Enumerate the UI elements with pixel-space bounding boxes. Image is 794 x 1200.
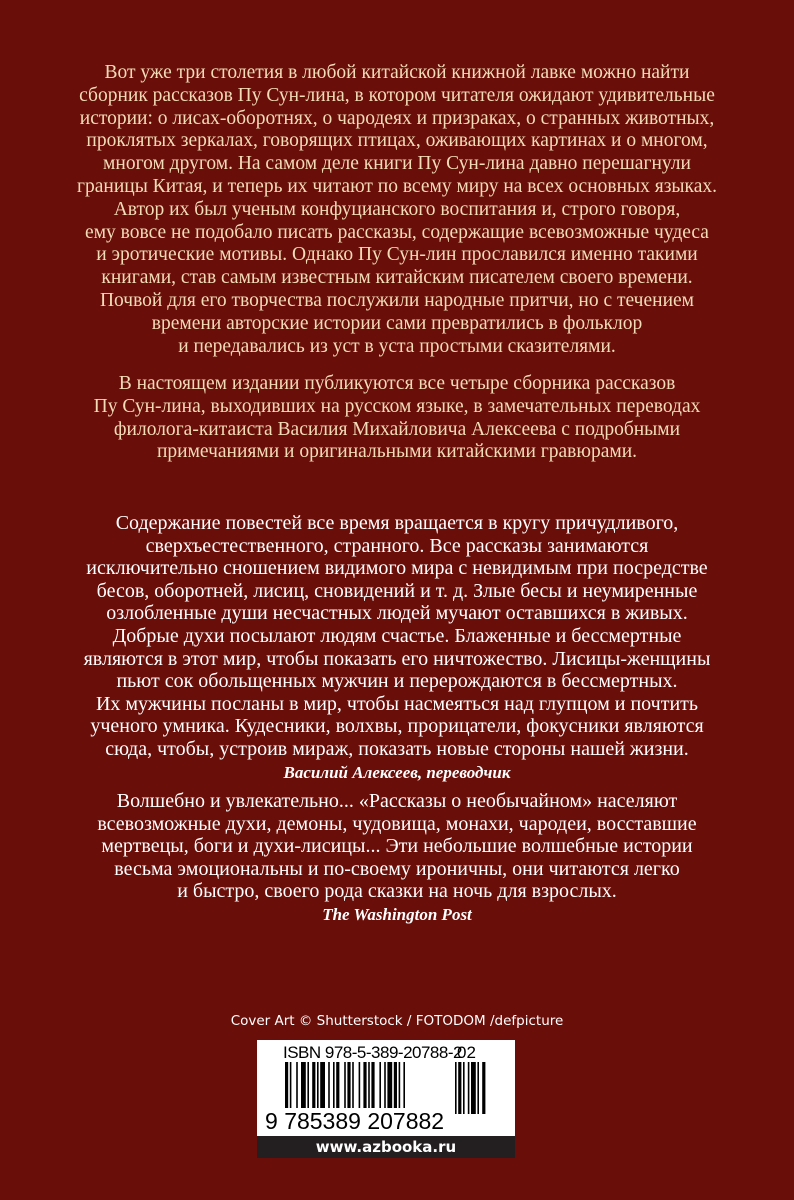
text-line: и передавались из уст в уста простыми сказителями. — [178, 335, 616, 357]
barcode-bar — [320, 1062, 325, 1108]
barcode-bar — [344, 1062, 346, 1108]
text-line: весьма эмоциональны и по-своему ироничны, они читаются легко — [114, 857, 680, 880]
barcode-bar — [403, 1062, 405, 1108]
text-line: Автор их был ученым конфуцианского воспитания и, строго говоря, — [113, 198, 681, 220]
barcode-bar — [477, 1062, 479, 1114]
barcode-bar — [368, 1062, 370, 1108]
barcode-bars — [257, 1062, 515, 1114]
barcode-bar — [336, 1062, 339, 1108]
text-line: Их мужчины посланы в мир, чтобы насмеяться над глупцом и почтить — [95, 692, 699, 715]
press-quote — [0, 790, 794, 927]
isbn-barcode — [257, 1040, 515, 1158]
text-line: являются в этот мир, чтобы показать его ничтожество. Лисицы-женщины — [83, 647, 711, 670]
barcode-bar — [384, 1062, 386, 1108]
text-line: озлобленные души несчастных людей мучают оставшихся в живых. — [106, 602, 688, 625]
isbn-addon: 02 — [457, 1043, 476, 1062]
text-line: Добрые духи посылают людям счастье. Блаженные и бессмертные — [112, 624, 682, 647]
text-line: Содержание повестей все время вращается в кругу причудливого, — [115, 512, 679, 534]
text-line: книгами, став самым известным китайским писателем своего времени. — [101, 267, 693, 289]
barcode-digits — [265, 1109, 444, 1134]
text-line: сюда, чтобы, устроив мираж, показать новые стороны нашей жизни. — [105, 737, 689, 760]
barcode-bar — [394, 1062, 397, 1108]
text-line: сборник рассказов Пу Сун-лина, в котором читателя ожидают удивительные — [79, 84, 715, 106]
barcode-bar — [399, 1062, 401, 1108]
barcode-bar — [455, 1062, 457, 1114]
quote-attribution: Василий Алексеев, переводчик — [283, 762, 511, 782]
barcode-bar — [307, 1062, 309, 1108]
quote-attribution: The Washington Post — [322, 904, 472, 924]
text-line: Волшебно и увлекательно... «Рассказы о необычайном» населяют — [116, 790, 678, 812]
text-line: истории: о лисах-оборотнях, о чародеях и призраках, о странных животных, — [79, 107, 715, 129]
barcode-bar — [471, 1062, 476, 1114]
barcode-bar — [387, 1062, 392, 1108]
barcode-bar — [285, 1062, 288, 1108]
barcode-bar — [463, 1062, 465, 1114]
text-line: исключительно сношением видимого мира с невидимым при посредстве — [86, 557, 708, 580]
barcode-digit-first: 9 — [265, 1108, 278, 1134]
barcode-bar — [363, 1062, 366, 1108]
text-line: бесов, оборотней, лисиц, сновидений и т. д. Злые бесы и неумиренные — [96, 579, 698, 602]
barcode-bar — [359, 1062, 361, 1108]
text-line: времени авторские истории сами превратились в фольклор — [151, 312, 643, 334]
text-line: ему вовсе не подобало писать рассказы, содержащие всевозможные чудеса — [85, 221, 709, 243]
isbn-number: ISBN 978-5-389-20788-2 — [283, 1043, 462, 1062]
text-line: и эротические мотивы. Однако Пу Сун-лин прославился именно такими — [96, 244, 698, 266]
text-line: проклятых зеркалах, говорящих птицах, оживающих картинах и о многом, — [86, 130, 708, 152]
edition-paragraph — [0, 373, 794, 464]
barcode-bar — [482, 1062, 485, 1114]
barcode-bar — [371, 1062, 374, 1108]
text-line: границы Китая, и теперь их читают по всему миру на всех основных языках. — [77, 175, 717, 197]
barcode-bar — [328, 1062, 330, 1108]
text-line: В настоящем издании публикуются все четыре сборника рассказов — [118, 373, 676, 394]
barcode-digit-group: 207882 — [367, 1108, 445, 1134]
barcode-bar — [347, 1062, 350, 1108]
barcode-bar — [312, 1062, 315, 1108]
text-line: филолога-китаиста Василия Михайловича Алексеева с подробными — [113, 418, 681, 440]
barcode-bar — [352, 1062, 354, 1108]
barcode-bar — [468, 1062, 470, 1114]
barcode-bar — [458, 1062, 461, 1114]
barcode-bar — [379, 1062, 381, 1108]
translator-quote — [0, 512, 794, 785]
text-line: Почвой для его творчества послужили народные притчи, но с течением — [99, 289, 695, 311]
text-line: примечаниями и оригинальными китайскими гравюрами. — [156, 441, 638, 463]
text-line: Пу Сун-лина, выходивших на русском языке, в замечательных переводах — [93, 395, 701, 417]
text-line: Вот уже три столетия в любой китайской книжной лавке можно найти — [104, 62, 690, 83]
cover-art-credit: Cover Art © Shutterstock / FOTODOM /defpicture — [230, 1013, 564, 1029]
barcode-bar — [317, 1062, 319, 1108]
barcode-bar — [296, 1062, 298, 1108]
text-line: всевозможные духи, демоны, чудовища, монахи, чародеи, восставшие — [97, 812, 697, 835]
barcode-digit-group: 785389 — [284, 1108, 361, 1134]
text-line: многом другом. На самом деле книги Пу Сун-лина давно перешагнули — [103, 153, 691, 175]
text-line: мертвецы, боги и духи-лисицы... Эти небольшие волшебные истории — [101, 835, 693, 858]
text-line: ученого умника. Кудесники, волхвы, прорицатели, фокусники являются — [90, 715, 704, 738]
text-line: пьют сок обольщенных мужчин и перерождаются в бессмертных. — [116, 670, 678, 693]
publisher-url[interactable]: www.azbooka.ru — [257, 1136, 515, 1158]
text-line: и быстро, своего рода сказки на ночь для взрослых. — [177, 880, 617, 903]
barcode-bar — [290, 1062, 292, 1108]
barcode-bar — [301, 1062, 306, 1108]
intro-paragraph — [0, 62, 794, 358]
text-line: сверхъестественного, странного. Все рассказы занимаются — [145, 534, 649, 557]
barcode-bar — [333, 1062, 335, 1108]
